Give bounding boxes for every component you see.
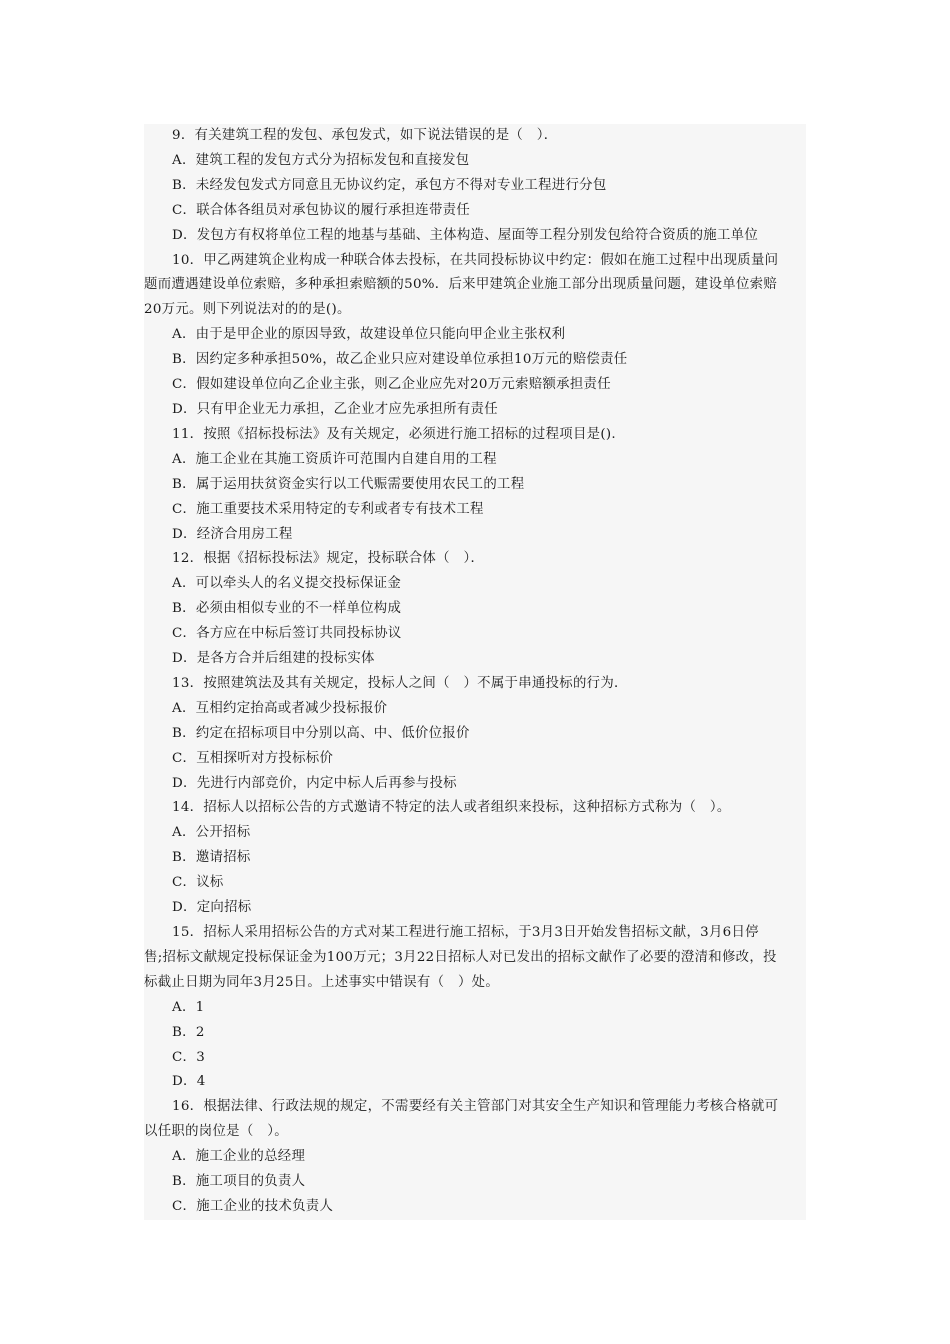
text-line: C．联合体各组员对承包协议的履行承担连带责任 — [172, 202, 471, 218]
text-line: 标截止日期为同年3月25日。上述事实中错误有（ ）处。 — [144, 974, 500, 990]
text-line: A．施工企业的总经理 — [172, 1149, 306, 1165]
text-line: C．互相探听对方投标标价 — [172, 750, 334, 766]
text-line: D．发包方有权将单位工程的地基与基础、主体构造、屋面等工程分别发包给符合资质的施工单位 — [172, 227, 759, 243]
text-line: C．议标 — [172, 875, 224, 891]
text-line: 13．按照建筑法及其有关规定，投标人之间（ ）不属于串通投标的行为． — [172, 675, 628, 691]
text-line: 10．甲乙两建筑企业构成一种联合体去投标，在共同投标协议中约定：假如在施工过程中出现质量问 — [172, 252, 779, 268]
text-line: 14．招标人以招标公告的方式邀请不特定的法人或者组织来投标，这种招标方式称为（ ）。 — [172, 800, 731, 816]
text-line: C．施工企业的技术负责人 — [172, 1198, 334, 1214]
text-line: 以任职的岗位是（ ）。 — [144, 1124, 288, 1140]
text-line: 16．根据法律、行政法规的规定，不需要经有关主管部门对其安全生产知识和管理能力考核合格就可 — [172, 1099, 779, 1115]
text-line: C．假如建设单位向乙企业主张，则乙企业应先对20万元索赔额承担责任 — [172, 377, 611, 393]
text-line: A．建筑工程的发包方式分为招标发包和直接发包 — [172, 152, 470, 168]
text-line: C．3 — [172, 1049, 206, 1065]
text-line: A．由于是甲企业的原因导致，故建设单位只能向甲企业主张权利 — [172, 327, 566, 343]
text-line: D．只有甲企业无力承担，乙企业才应先承担所有责任 — [172, 401, 498, 417]
text-line: C．各方应在中标后签订共同投标协议 — [172, 626, 402, 642]
text-line: 题而遭遇建设单位索赔，多种承担索赔额的50%．后来甲建筑企业施工部分出现质量问题，建设单位索赔 — [144, 277, 778, 293]
text-line: D．是各方合并后组建的投标实体 — [172, 651, 375, 667]
text-line: C．施工重要技术采用特定的专利或者专有技术工程 — [172, 501, 484, 517]
text-line: B．必须由相似专业的不一样单位构成 — [172, 601, 402, 617]
text-line: 11．按照《招标投标法》及有关规定，必须进行施工招标的过程项目是(). — [172, 426, 616, 442]
text-line: D．经济合用房工程 — [172, 526, 293, 542]
text-line: D．定向招标 — [172, 900, 252, 916]
document-content — [144, 124, 806, 1220]
text-line: 20万元。则下列说法对的的是()。 — [144, 302, 351, 318]
text-line: B．邀请招标 — [172, 850, 251, 866]
text-line: B．属于运用扶贫资金实行以工代赈需要使用农民工的工程 — [172, 476, 525, 492]
text-line: 12．根据《招标投标法》规定，投标联合体（ ）． — [172, 551, 485, 567]
text-line: 15．招标人采用招标公告的方式对某工程进行施工招标，于3月3日开始发售招标文献，3月6日停 — [172, 925, 759, 940]
text-line: A．互相约定抬高或者减少投标报价 — [172, 700, 388, 716]
text-line: A．施工企业在其施工资质许可范围内自建自用的工程 — [172, 451, 497, 467]
text-line: A．可以牵头人的名义提交投标保证金 — [172, 576, 402, 592]
text-line: B．因约定多种承担50%，故乙企业只应对建设单位承担10万元的赔偿责任 — [172, 352, 628, 368]
text-line: A．1 — [172, 999, 205, 1015]
text-line: B．未经发包发式方同意且无协议约定，承包方不得对专业工程进行分包 — [172, 177, 607, 193]
text-line: 售;招标文献规定投标保证金为100万元；3月22日招标人对已发出的招标文献作了必要的澄清和修改，投 — [144, 949, 777, 965]
text-line: D．先进行内部竞价，内定中标人后再参与投标 — [172, 775, 457, 791]
text-line: B．约定在招标项目中分别以高、中、低价位报价 — [172, 725, 470, 741]
text-line: B．2 — [172, 1024, 205, 1040]
text-line: 9．有关建筑工程的发包、承包发式，如下说法错误的是（ ）． — [172, 128, 558, 143]
text-line: A．公开招标 — [172, 825, 251, 841]
text-line: D．4 — [172, 1074, 206, 1090]
text-line: B．施工项目的负责人 — [172, 1174, 306, 1190]
